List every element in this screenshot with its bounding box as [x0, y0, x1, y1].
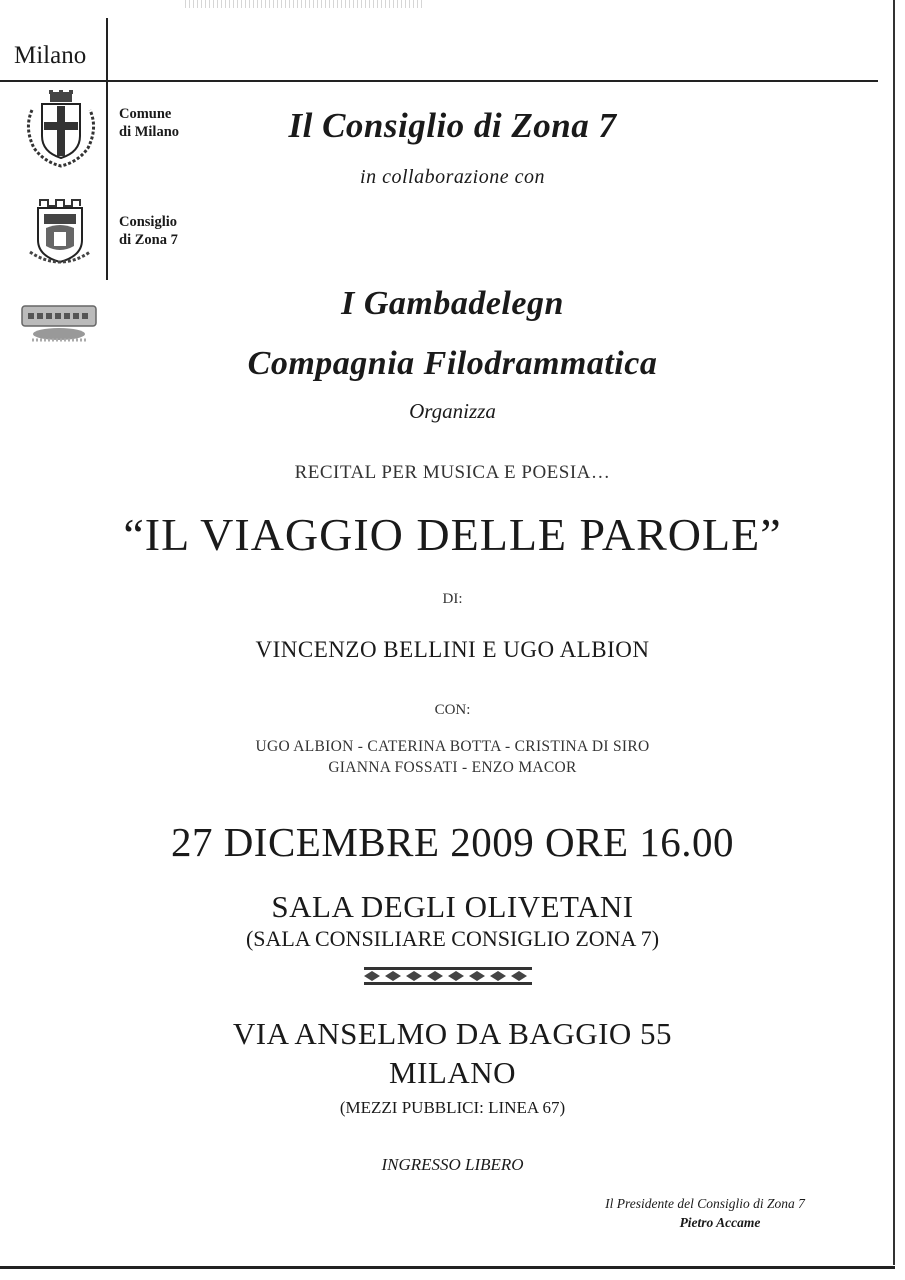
company-name: I Gambadelegn	[341, 285, 564, 322]
con-label: CON:	[434, 702, 471, 718]
entry-text: INGRESSO LIBERO	[381, 1155, 524, 1174]
header-vertical-rule	[106, 18, 108, 280]
zona7-label-line2: di Zona 7	[119, 232, 178, 248]
zona7-label-line1: Consiglio	[119, 214, 178, 230]
collab-text: in collaborazione con	[360, 166, 545, 188]
transport-text: (MEZZI PUBBLICI: LINEA 67)	[339, 1098, 566, 1117]
venue-name: SALA DEGLI OLIVETANI	[271, 889, 634, 924]
company-type: Compagnia Filodrammatica	[247, 345, 658, 382]
signature-name: Pietro Accame	[679, 1215, 761, 1230]
city-text: MILANO	[389, 1055, 516, 1090]
council-title: Il Consiglio di Zona 7	[288, 106, 617, 145]
zona7-label	[119, 213, 178, 249]
recital-text: RECITAL PER MUSICA E POESIA…	[294, 462, 611, 483]
signature-role: Il Presidente del Consiglio di Zona 7	[605, 1196, 805, 1211]
header-horizontal-rule	[0, 80, 878, 82]
venue-subtitle: (SALA CONSILIARE CONSIGLIO ZONA 7)	[245, 926, 660, 951]
ornamental-divider-icon	[364, 967, 532, 990]
di-label: DI:	[442, 591, 463, 607]
page-bottom-border	[0, 1266, 895, 1269]
show-title: “IL VIAGGIO DELLE PAROLE”	[123, 509, 782, 560]
comune-label-line2: di Milano	[119, 124, 180, 140]
scan-noise	[185, 0, 425, 8]
comune-label-line1: Comune	[119, 106, 172, 122]
cast-line-2: GIANNA FOSSATI - ENZO MACOR	[328, 759, 577, 776]
cast-line-1: UGO ALBION - CATERINA BOTTA - CRISTINA DI SIRO	[255, 738, 650, 755]
event-date-time: 27 DICEMBRE 2009 ORE 16.00	[170, 819, 735, 865]
zona7-coat-of-arms-icon	[24, 196, 96, 268]
address-text: VIA ANSELMO DA BAGGIO 55	[232, 1016, 673, 1051]
organizza-text: Organizza	[409, 399, 496, 423]
authors-text: VINCENZO BELLINI E UGO ALBION	[255, 637, 650, 662]
city-label: Milano	[14, 42, 87, 69]
